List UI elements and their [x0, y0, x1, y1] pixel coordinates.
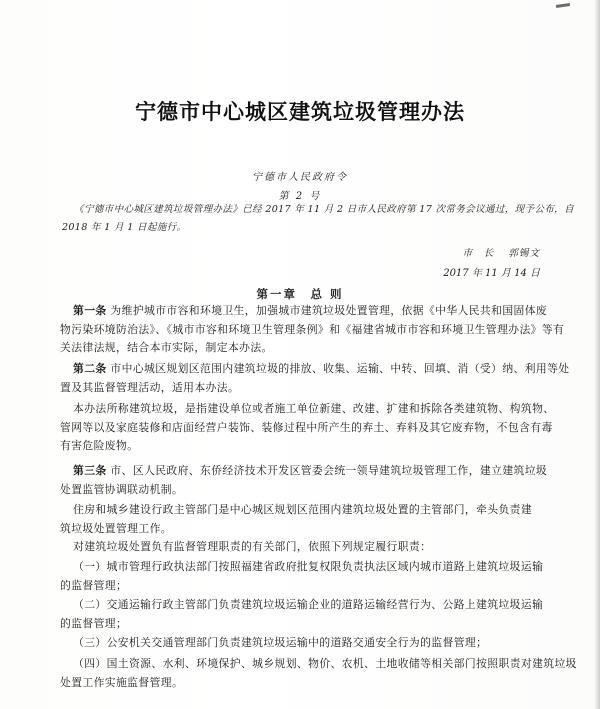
item-line-1: （三）公安机关交通管理部门负责建筑垃圾运输中的道路交通安全行为的监督管理； — [73, 636, 488, 649]
article-1 — [60, 302, 565, 358]
article-3-item-4 — [60, 655, 577, 692]
signer-title: 市 长 — [462, 248, 495, 259]
item-line-1: （二）交通运输行政主管部门负责建筑垃圾运输企业的道路运输经营行为、公路上建筑垃圾运输 — [73, 598, 544, 611]
corner-mark — [556, 3, 570, 8]
definition-line-1: 本办法所称建筑垃圾，是指建设单位或者施工单位新建、改建、扩建和拆除各类建筑物、构筑物、 — [73, 402, 555, 415]
preamble-line-1: 《宁德市中心城区建筑垃圾管理办法》已经 2017 年 11 月 2 日市人民政府第 17 次常务会议通过，现予公布，自 — [74, 204, 574, 215]
article-1-line-3: 关法律法规，结合本市实际，制定本办法。 — [60, 341, 273, 354]
article-3-para-2 — [60, 501, 535, 538]
item-line-2: 处置工作实施监督管理。 — [60, 675, 184, 689]
article-2-line-1 — [73, 360, 570, 379]
article-text: 市中心城区规划区范围内建筑垃圾的排放、收集、运输、中转、回填、消（受）纳、利用等处 — [106, 362, 570, 375]
para-line-1: 对建筑垃圾处置负有监督管理职责的有关部门，依照下列规定履行职责： — [73, 540, 432, 553]
definition-line-3: 有害危险废物。 — [60, 439, 139, 452]
preamble-line-2: 2018 年 1 月 1 日起施行。 — [62, 222, 187, 233]
article-label: 第三条 — [73, 464, 107, 477]
item-line-2: 的监督管理； — [60, 578, 128, 592]
chapter-heading: 第一章 总 则 — [256, 287, 344, 301]
article-3-item-3 — [73, 634, 535, 653]
issuer-line: 宁德市人民政府令 — [252, 172, 348, 183]
document-title: 宁德市中心城区建筑垃圾管理办法 — [135, 99, 465, 124]
sign-date: 2017 年 11 月 14 日 — [443, 268, 540, 279]
article-3-para-3 — [73, 538, 535, 557]
article-label: 第二条 — [73, 362, 107, 375]
article-text: 市、区人民政府、东侨经济技术开发区管委会统一领导建筑垃圾管理工作，建立建筑垃圾 — [106, 464, 548, 477]
article-3-item-1 — [60, 558, 544, 595]
article-text: 为维护城市市容和环境卫生，加强城市建筑垃圾处置管理，依据《中华人民共和国固体废 — [106, 304, 548, 317]
para-line-2: 筑垃圾处置管理工作。 — [60, 521, 172, 535]
signer-name: 郭锡文 — [508, 248, 540, 259]
article-2 — [60, 360, 570, 397]
article-3 — [60, 462, 548, 499]
order-number: 第 2 号 — [278, 191, 322, 202]
article-1-line-2: 物污染环境防治法》、《城市市容和环境卫生管理条例》和《福建省城市市容和环境卫生管理办法》等有 — [60, 322, 565, 336]
article-label: 第一条 — [73, 304, 107, 317]
item-line-2: 的监督管理； — [60, 616, 128, 630]
article-1-line-1 — [73, 302, 548, 321]
article-2-definition — [60, 400, 555, 456]
definition-line-2: 管网等以及家庭装修和店面经营户装饰、装修过程中所产生的弃土、弃料及其它废弃物，不包含有毒 — [60, 420, 553, 434]
para-line-1: 住房和城乡建设行政主管部门是中心城区规划区范围内建筑垃圾处置的主管部门，牵头负责建 — [73, 503, 533, 516]
article-3-item-2 — [60, 596, 544, 633]
item-line-1: （一）城市管理行政执法部门按照福建省政府批复权限负责执法区域内城市道路上建筑垃圾运输 — [73, 560, 544, 573]
article-3-line-1 — [73, 462, 548, 481]
article-2-line-2: 置及其监督管理活动，适用本办法。 — [60, 380, 240, 394]
article-3-line-2: 处置监管协调联动机制。 — [60, 482, 184, 496]
item-line-1: （四）国土资源、水利、环境保护、城乡规划、物价、农机、土地收储等相关部门按照职责对建筑垃圾 — [73, 657, 577, 670]
signer-line — [462, 245, 540, 259]
